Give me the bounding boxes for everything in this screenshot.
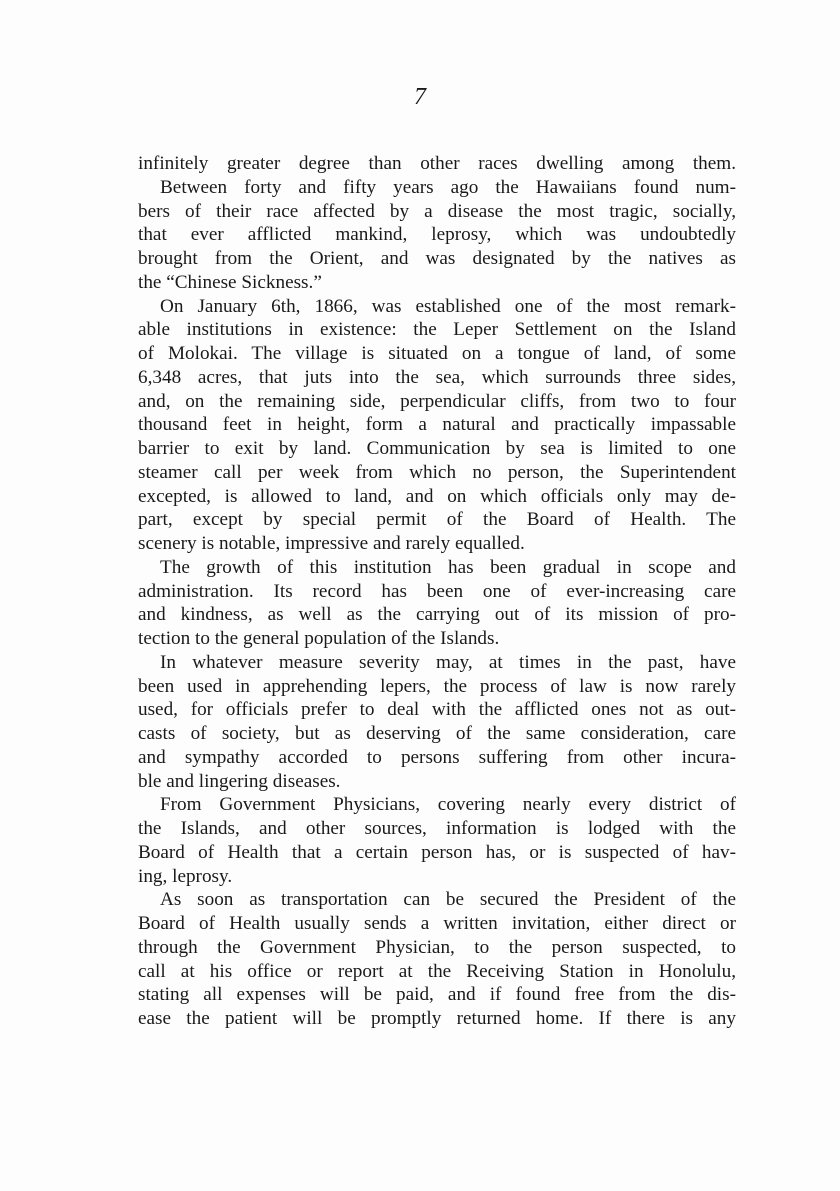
text-line: scenery is notable, impressive and rarely equalled. bbox=[138, 533, 525, 554]
text-line: ease the patient will be promptly returned home. If there is any bbox=[138, 1008, 736, 1029]
text-line: used, for officials prefer to deal with the afflicted ones not as out- bbox=[138, 699, 736, 721]
text-line: Board of Health that a certain person has, or is suspected of hav- bbox=[138, 841, 736, 863]
text-line: the Islands, and other sources, information is lodged with the bbox=[138, 818, 736, 839]
text-line: able institutions in existence: the Leper Settlement on the Island bbox=[138, 319, 736, 341]
text-line: infinitely greater degree than other races dwelling among them. bbox=[138, 153, 736, 174]
text-line: and sympathy accorded to persons suffering from other incura- bbox=[138, 746, 736, 768]
text-line: On January 6th, 1866, was established one of the most remark- bbox=[160, 295, 736, 317]
text-line: bers of their race affected by a disease the most tragic, socially, bbox=[138, 200, 736, 222]
text-line: and kindness, as well as the carrying out of its mission of pro- bbox=[138, 604, 736, 626]
text-line: From Government Physicians, covering nearly every district of bbox=[160, 794, 736, 816]
text-line: been used in apprehending lepers, the process of law is now rarely bbox=[138, 675, 736, 697]
text-line: Board of Health usually sends a written invitation, either direct or bbox=[138, 913, 736, 934]
text-line: through the Government Physician, to the person suspected, to bbox=[138, 936, 736, 958]
text-line: barrier to exit by land. Communication by sea is limited to one bbox=[138, 438, 736, 459]
text-line: stating all expenses will be paid, and if found free from the dis- bbox=[138, 984, 736, 1006]
text-line: part, except by special permit of the Board of Health. The bbox=[138, 509, 736, 531]
text-line: steamer call per week from which no person, the Superintendent bbox=[138, 461, 736, 483]
page-number: 7 bbox=[414, 84, 426, 110]
text-line: administration. Its record has been one of ever-increasing care bbox=[138, 580, 736, 602]
text-line: tection to the general population of the Islands. bbox=[138, 628, 500, 649]
text-line: ble and lingering diseases. bbox=[138, 770, 341, 792]
text-line: 6,348 acres, that juts into the sea, which surrounds three sides, bbox=[138, 366, 736, 388]
text-line: casts of society, but as deserving of the same consideration, care bbox=[138, 723, 736, 744]
text-line: the “Chinese Sickness.” bbox=[138, 271, 322, 293]
text-line: thousand feet in height, form a natural and practically impassable bbox=[138, 414, 736, 436]
text-line: and, on the remaining side, perpendicular cliffs, from two to four bbox=[138, 390, 736, 412]
text-line: brought from the Orient, and was designated by the natives as bbox=[138, 248, 736, 269]
body-text bbox=[138, 152, 736, 1031]
text-line: excepted, is allowed to land, and on which officials only may de- bbox=[138, 485, 736, 507]
text-line: The growth of this institution has been gradual in scope and bbox=[160, 556, 736, 578]
text-line: that ever afflicted mankind, leprosy, which was undoubtedly bbox=[138, 224, 736, 246]
text-line: call at his office or report at the Receiving Station in Honolulu, bbox=[138, 960, 736, 982]
text-line: Between forty and fifty years ago the Hawaiians found num- bbox=[160, 176, 736, 198]
text-line: ing, leprosy. bbox=[138, 865, 233, 887]
text-line: In whatever measure severity may, at times in the past, have bbox=[160, 651, 736, 673]
text-line: As soon as transportation can be secured the President of the bbox=[160, 889, 736, 911]
text-line: of Molokai. The village is situated on a tongue of land, of some bbox=[138, 343, 736, 364]
